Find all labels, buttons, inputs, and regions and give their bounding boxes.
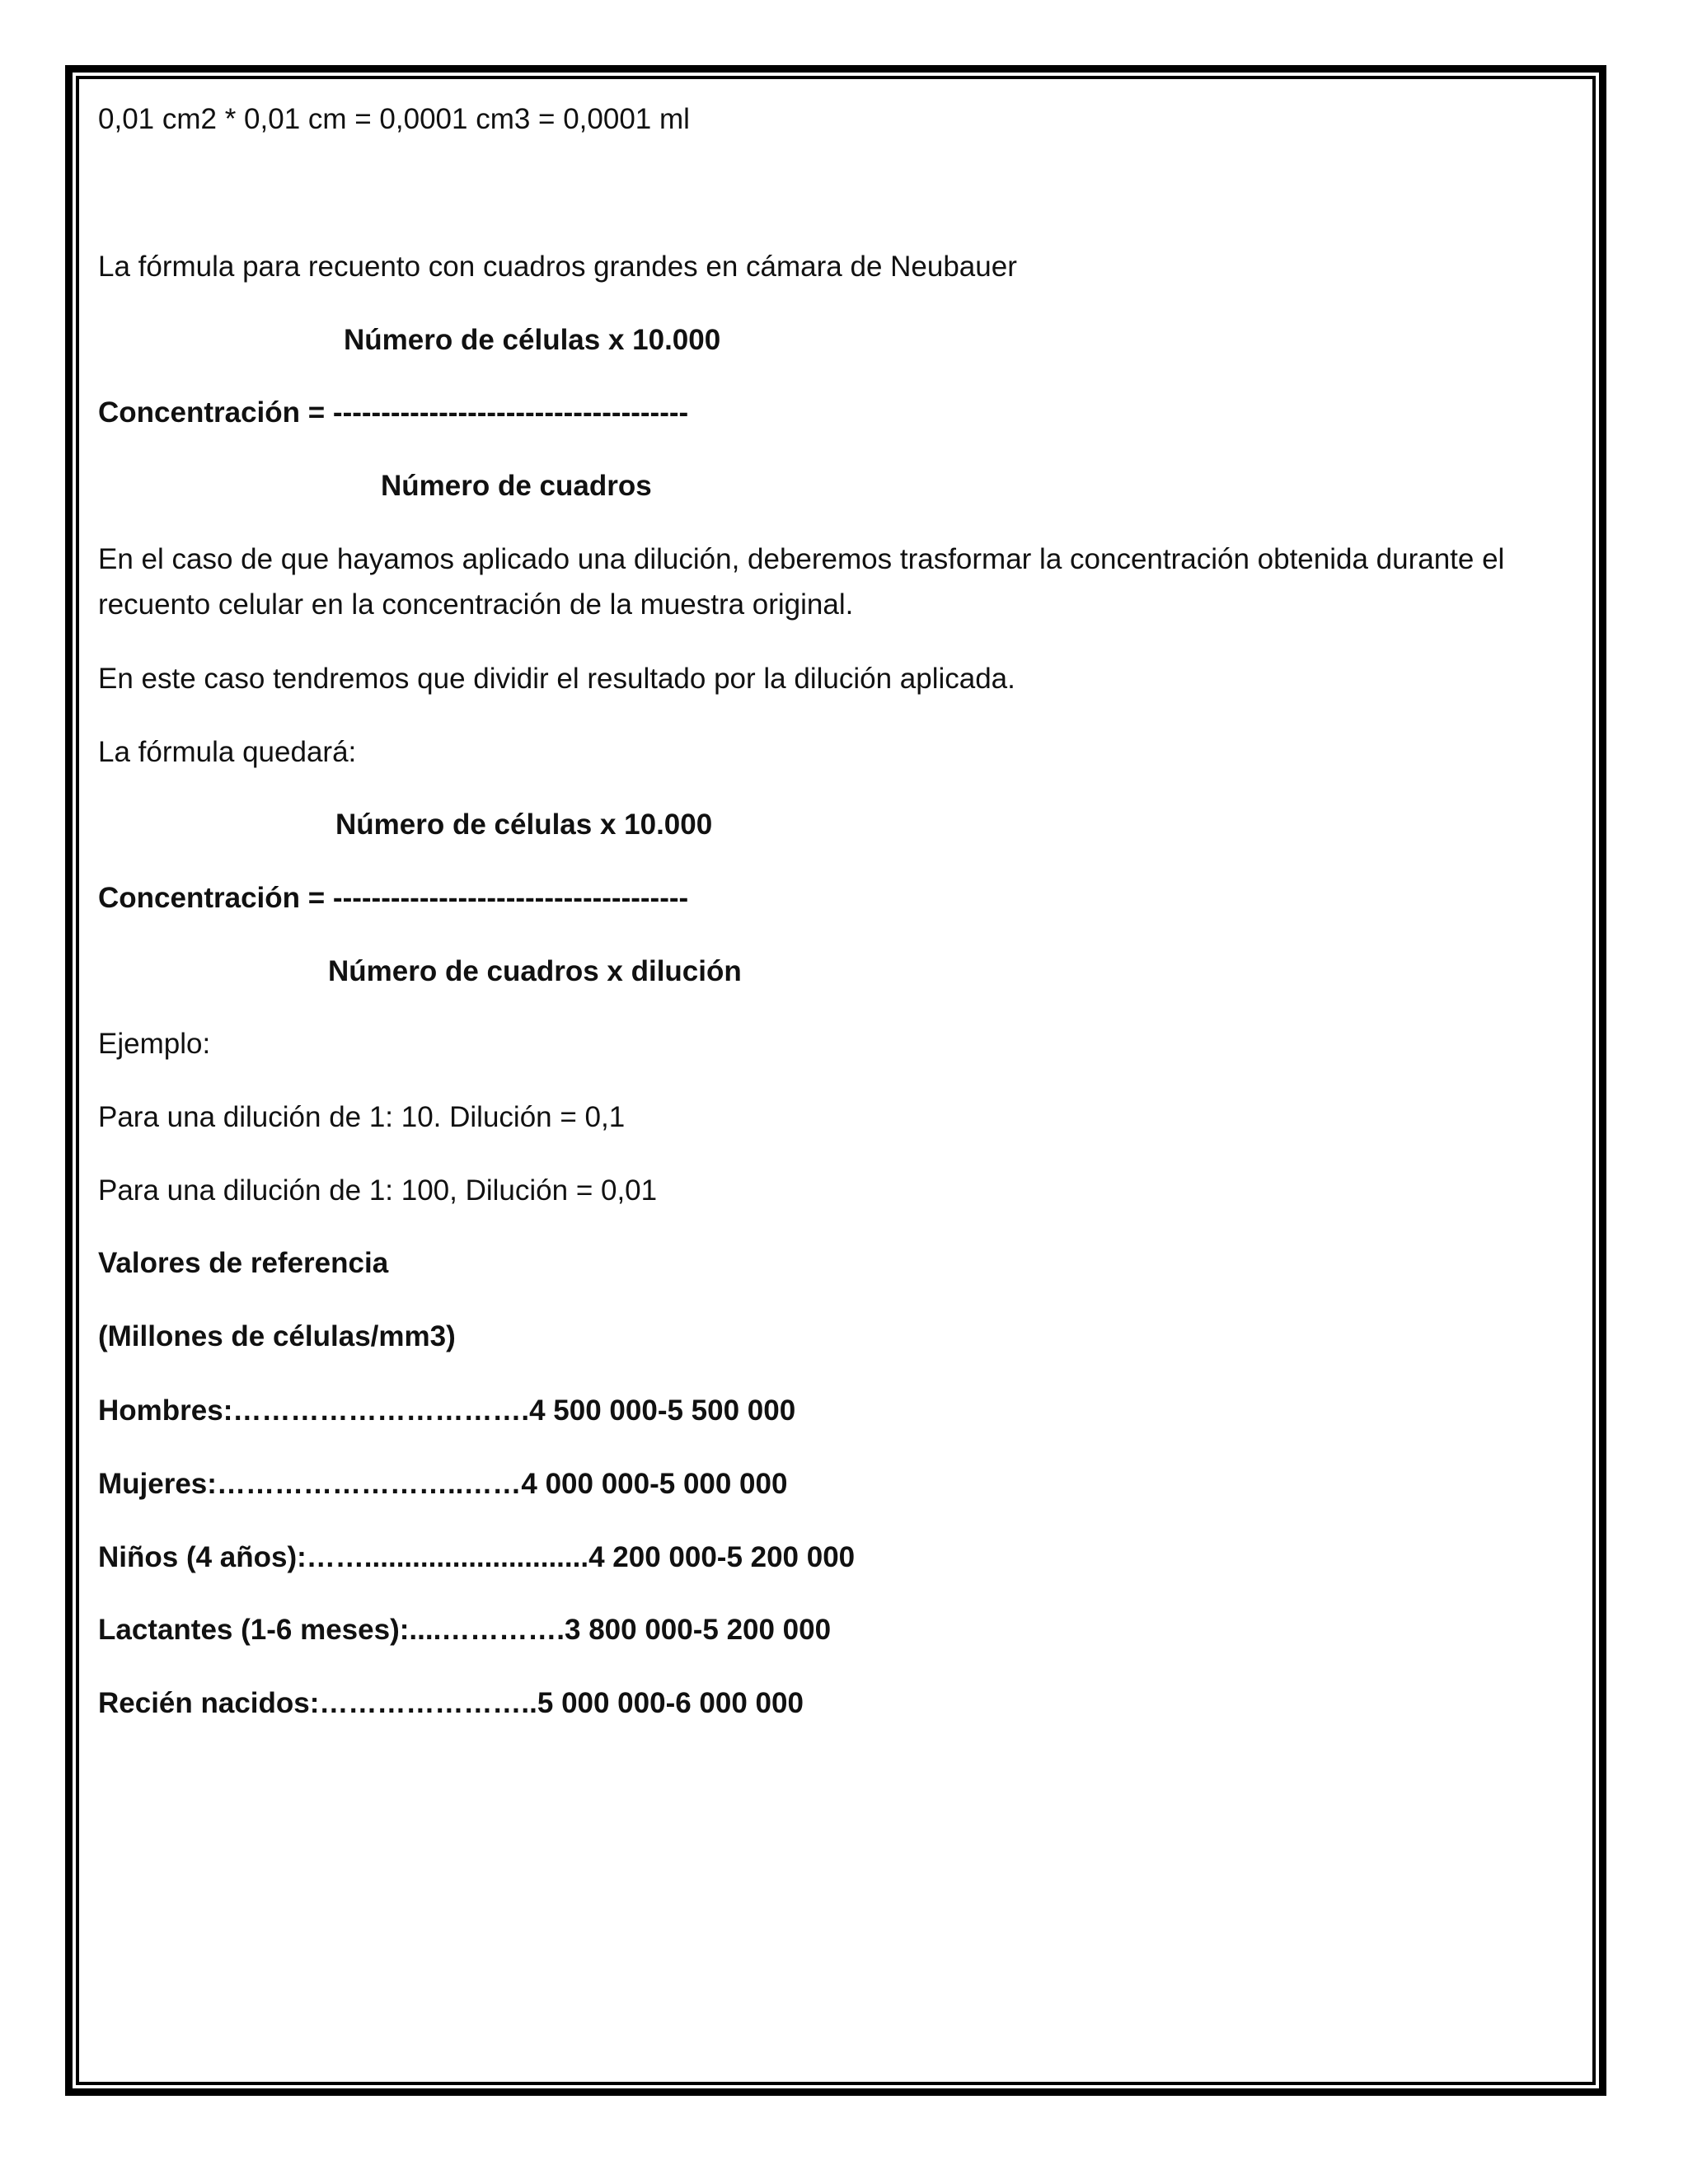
formula-2-lhs: Concentración = ------------------------------------- bbox=[98, 882, 689, 914]
reference-row-leader: ....…………. bbox=[409, 1614, 565, 1646]
reference-row bbox=[98, 1607, 831, 1652]
dilution-paragraph: En el caso de que hayamos aplicado una dilución, deberemos trasformar la concentración obtenida durante el recuento celular en la concentración de la muestra original. bbox=[98, 543, 1505, 621]
example-label: Ejemplo: bbox=[98, 1028, 211, 1060]
volume-conversion-text: 0,01 cm2 * 0,01 cm = 0,0001 cm3 = 0,0001 ml bbox=[98, 103, 690, 135]
reference-row-label: Niños (4 años): bbox=[98, 1541, 307, 1573]
reference-row bbox=[98, 1680, 804, 1726]
formula-2-denominator: Número de cuadros x dilución bbox=[328, 955, 742, 987]
reference-row-range: 3 800 000-5 200 000 bbox=[565, 1614, 832, 1646]
reference-row bbox=[98, 1388, 795, 1433]
reference-row-range: 5 000 000-6 000 000 bbox=[537, 1687, 804, 1719]
reference-row bbox=[98, 1535, 855, 1580]
formula-intro-text: La fórmula para recuento con cuadros grandes en cámara de Neubauer bbox=[98, 251, 1017, 283]
reference-row-leader: ………………….. bbox=[319, 1687, 537, 1719]
reference-values-title: Valores de referencia bbox=[98, 1247, 389, 1279]
reference-values-unit: (Millones de células/mm3) bbox=[98, 1320, 456, 1352]
dilution-instruction: En este caso tendremos que dividir el resultado por la dilución aplicada. bbox=[98, 663, 1015, 695]
example-item: Para una dilución de 1: 10. Dilución = 0,1 bbox=[98, 1101, 626, 1133]
reference-row-leader: ……………………..…… bbox=[216, 1468, 522, 1500]
formula-1-lhs: Concentración = ------------------------------------- bbox=[98, 396, 689, 429]
formula-2-intro: La fórmula quedará: bbox=[98, 736, 357, 768]
page-border-inner bbox=[76, 76, 1596, 2085]
reference-row-range: 4 000 000-5 000 000 bbox=[521, 1468, 788, 1500]
reference-row-range: 4 200 000-5 200 000 bbox=[588, 1541, 856, 1573]
reference-row-range: 4 500 000-5 500 000 bbox=[529, 1394, 796, 1427]
reference-row-label: Recién nacidos: bbox=[98, 1687, 320, 1719]
formula-1-numerator: Número de células x 10.000 bbox=[344, 324, 721, 356]
reference-row-label: Mujeres: bbox=[98, 1468, 217, 1500]
reference-row-leader: ……............................ bbox=[306, 1541, 589, 1573]
reference-row bbox=[98, 1461, 787, 1507]
formula-2-numerator: Número de células x 10.000 bbox=[335, 808, 713, 841]
reference-row-label: Hombres: bbox=[98, 1394, 233, 1427]
reference-row-label: Lactantes (1-6 meses): bbox=[98, 1614, 410, 1646]
formula-1-denominator: Número de cuadros bbox=[381, 470, 652, 502]
reference-row-leader: …………………………. bbox=[232, 1394, 530, 1427]
example-item: Para una dilución de 1: 100, Dilución = 0,01 bbox=[98, 1174, 658, 1207]
